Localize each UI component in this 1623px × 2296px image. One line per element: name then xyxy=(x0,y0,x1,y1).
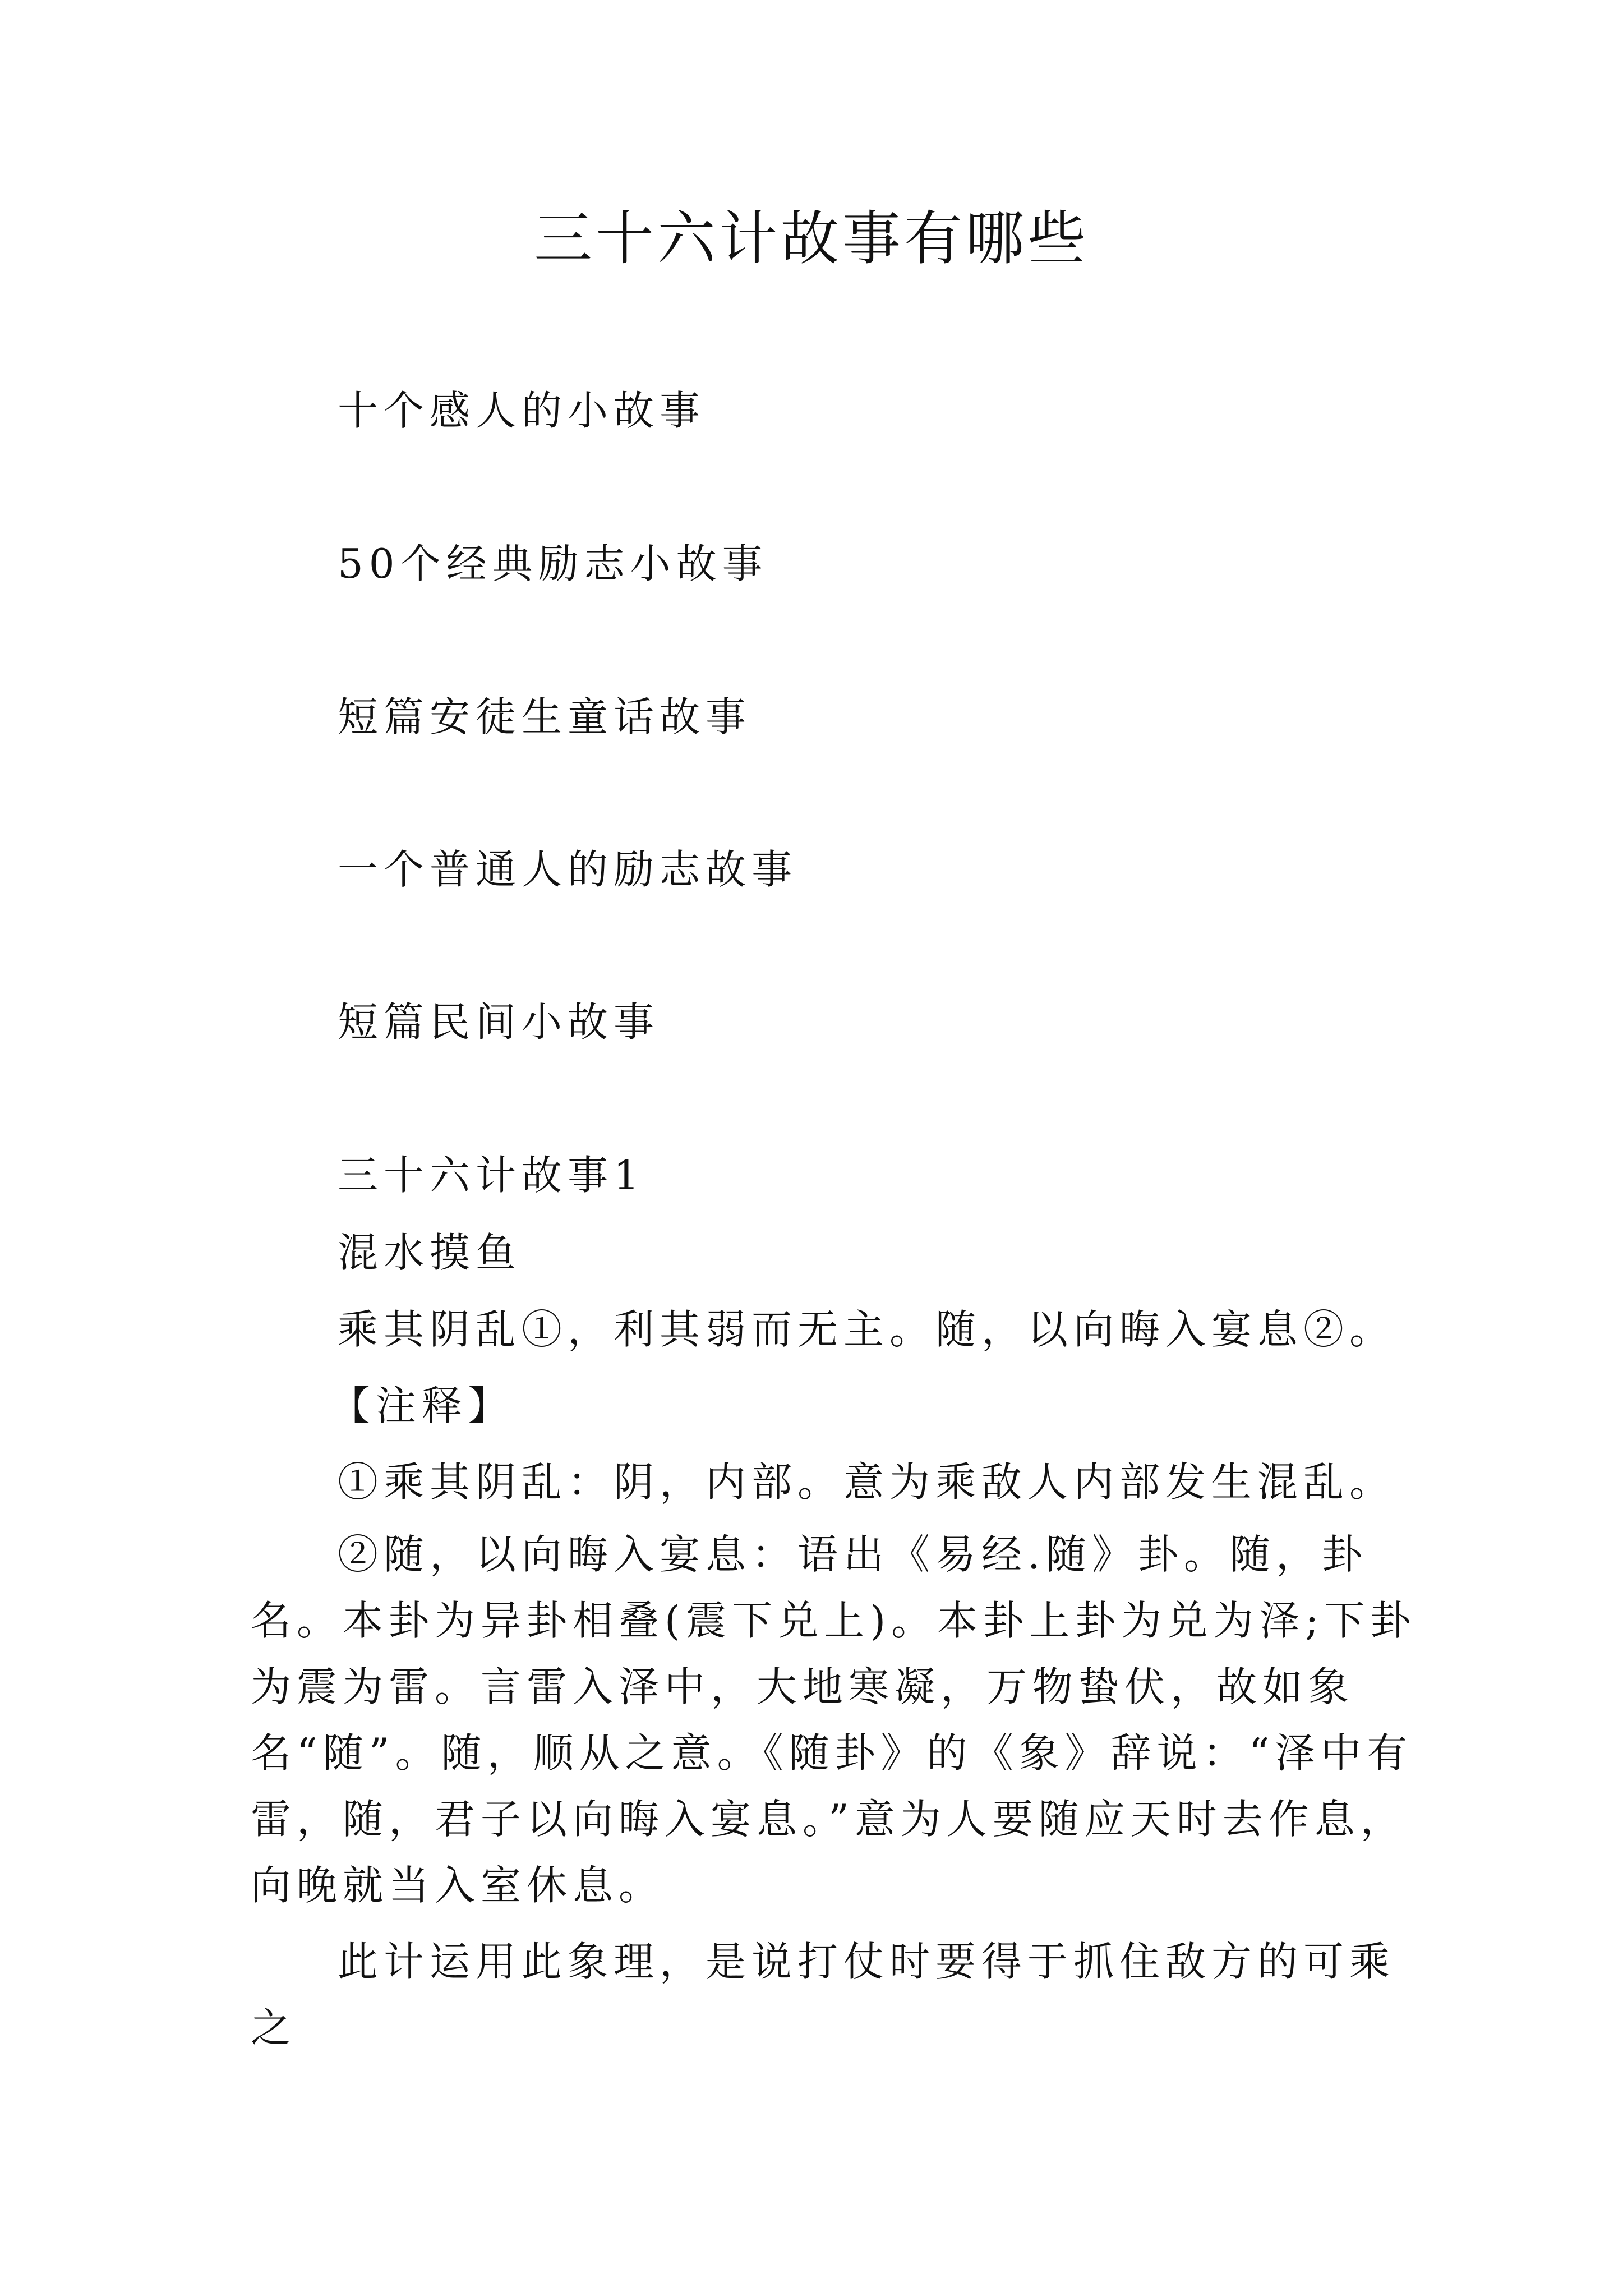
body-paragraphs xyxy=(251,1521,1417,2061)
paragraph-3: 此计运用此象理，是说打仗时要得于抓住敌方的可乘之 xyxy=(251,1938,1396,2051)
related-link-2[interactable]: 50个经典励志小故事 xyxy=(338,540,768,587)
note-2: ②随，以向晦入宴息：语出《易经.随》卦。随，卦名。本卦为异卦相叠(震下兑上)。本卦上卦为兑为泽;下卦为震为雷。言雷入泽中，大地寒凝，万物蛰伏，故如象名“随”。随，顺从之意。《随卦》的《象》辞说：“泽中有雷，随，君子以向晦入宴息。”意为人要随应天时去作息，向晚就当入室休息。 xyxy=(251,1531,1417,1909)
related-link-5[interactable]: 短篇民间小故事 xyxy=(338,999,660,1046)
related-link-4[interactable]: 一个普通人的励志故事 xyxy=(338,846,798,893)
related-link-3[interactable]: 短篇安徒生童话故事 xyxy=(338,693,752,740)
related-link-1[interactable]: 十个感人的小故事 xyxy=(338,387,706,434)
stratagem-name: 混水摸鱼 xyxy=(338,1229,522,1276)
original-text: 乘其阴乱①，利其弱而无主。随，以向晦入宴息②。 xyxy=(338,1306,1396,1353)
document-title: 三十六计故事有哪些 xyxy=(533,204,1089,273)
note-1: ①乘其阴乱：阴，内部。意为乘敌人内部发生混乱。 xyxy=(338,1458,1396,1506)
section-heading: 三十六计故事1 xyxy=(338,1152,645,1199)
notes-heading: 【注释】 xyxy=(330,1382,514,1429)
